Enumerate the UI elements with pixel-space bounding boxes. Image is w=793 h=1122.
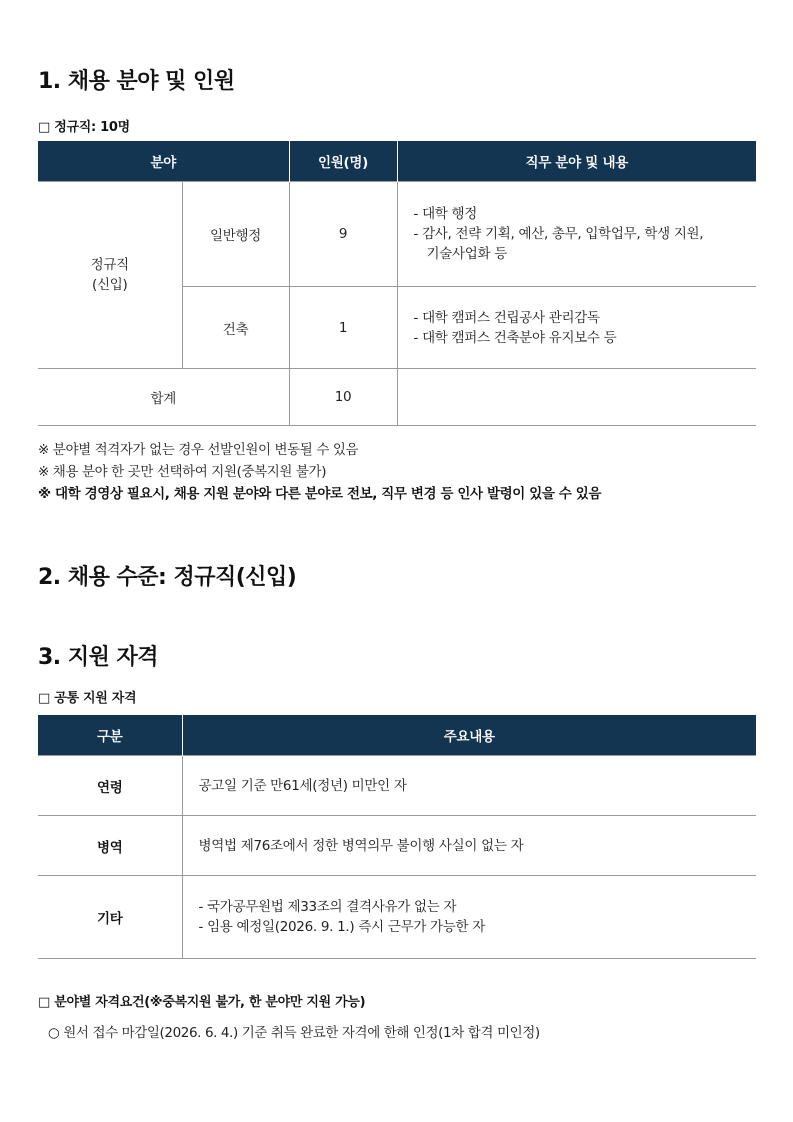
total-empty: [397, 369, 756, 426]
header-field: 분야: [38, 141, 289, 182]
total-label: 합계: [38, 369, 289, 426]
note-2: ※ 채용 분야 한 곳만 선택하여 지원(중복지원 불가): [38, 464, 327, 480]
row-content: - 국가공무원법 제33조의 결격사유가 없는 자 - 임용 예정일(2026. 9. 1.) 즉시 근무가 가능한 자: [182, 876, 756, 959]
header-duties: 직무 분야 및 내용: [397, 141, 756, 182]
table-row: [38, 182, 756, 287]
section-3-subtitle-2: □ 분야별 자격요건(※중복지원 불가, 한 분야만 지원 가능): [38, 995, 366, 1010]
field-name: 일반행정: [182, 182, 289, 287]
section-3-title: 3. 지원 자격: [38, 645, 158, 670]
table-row: [38, 756, 756, 816]
group-label: 정규직 (신입): [38, 182, 182, 369]
field-count: 1: [289, 287, 397, 369]
section-1-title: 1. 채용 분야 및 인원: [38, 69, 235, 94]
section-2-title: 2. 채용 수준: 정규직(신입): [38, 565, 297, 590]
field-name: 건축: [182, 287, 289, 369]
table-row: [38, 816, 756, 876]
header-count: 인원(명): [289, 141, 397, 182]
total-count: 10: [289, 369, 397, 426]
section-3-subtitle: □ 공통 지원 자격: [38, 691, 137, 706]
table-row: [38, 876, 756, 959]
note-1: ※ 분야별 적격자가 없는 경우 선발인원이 변동될 수 있음: [38, 442, 359, 458]
row-content: 병역법 제76조에서 정한 병역의무 불이행 사실이 없는 자: [182, 816, 756, 876]
recruitment-table: [38, 141, 756, 426]
field-duties: - 대학 캠퍼스 건립공사 관리감독 - 대학 캠퍼스 건축분야 유지보수 등: [397, 287, 756, 369]
field-count: 9: [289, 182, 397, 287]
section-1-subtitle: □ 정규직: 10명: [38, 120, 130, 135]
header-category: 구분: [38, 715, 182, 756]
total-row: [38, 369, 756, 426]
qualification-table: [38, 715, 756, 959]
row-label: 병역: [38, 816, 182, 876]
row-label: 연령: [38, 756, 182, 816]
note-3: ※ 대학 경영상 필요시, 채용 지원 분야와 다른 분야로 전보, 직무 변경 등 인사 발령이 있을 수 있음: [38, 486, 601, 502]
qualification-bullet: ○ 원서 접수 마감일(2026. 6. 4.) 기준 취득 완료한 자격에 한해 인정(1차 합격 미인정): [48, 1025, 540, 1041]
row-content: 공고일 기준 만61세(정년) 미만인 자: [182, 756, 756, 816]
header-content: 주요내용: [182, 715, 756, 756]
row-label: 기타: [38, 876, 182, 959]
field-duties: - 대학 행정 - 감사, 전략 기획, 예산, 총무, 입학업무, 학생 지원, 기술사업화 등: [397, 182, 756, 287]
